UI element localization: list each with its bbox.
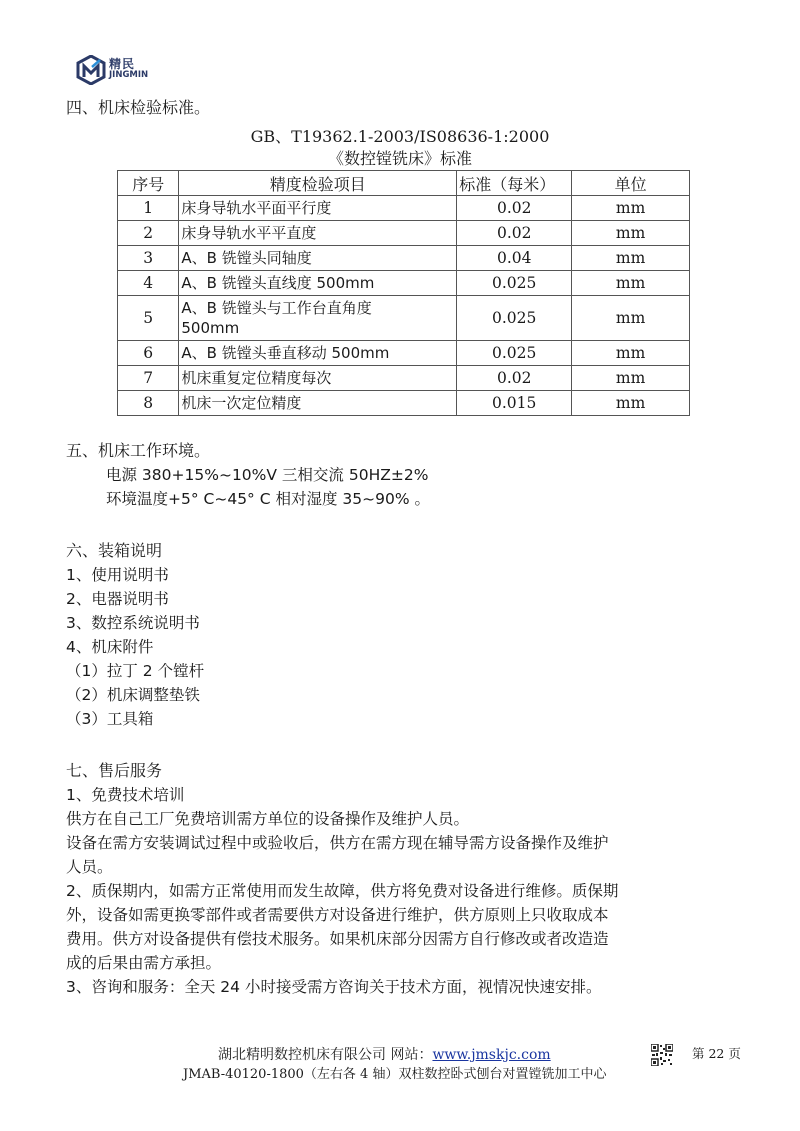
packing-item: 2、电器说明书 bbox=[66, 590, 169, 608]
cell-value: 0.025 bbox=[457, 296, 572, 341]
header-standard: 标准（每米） bbox=[457, 171, 572, 196]
cell-item: A、B 铣镗头同轴度 bbox=[179, 246, 457, 271]
service-line: 外，设备如需更换零部件或者需要供方对设备进行维护，供方原则上只收取成本 bbox=[66, 906, 609, 924]
footer-company bbox=[218, 1044, 551, 1064]
cell-item: A、B 铣镗头直线度 500mm bbox=[179, 271, 457, 296]
section7-heading: 七、售后服务 bbox=[66, 761, 163, 780]
inspection-standard-table bbox=[117, 170, 690, 416]
page-number: 第 22 页 bbox=[692, 1046, 741, 1061]
section4-heading: 四、机床检验标准。 bbox=[66, 98, 211, 117]
packing-subitem: （1）拉丁 2 个镗杆 bbox=[66, 662, 205, 680]
table-row bbox=[118, 296, 690, 341]
service-line: 费用。供方对设备提供有偿技术服务。如果机床部分因需方自行修改或者改造造 bbox=[66, 930, 609, 948]
cell-unit: mm bbox=[572, 341, 690, 366]
table-row bbox=[118, 271, 690, 296]
table-header-row bbox=[118, 171, 690, 196]
cell-item: 机床重复定位精度每次 bbox=[179, 366, 457, 391]
cell-item: A、B 铣镗头垂直移动 500mm bbox=[179, 341, 457, 366]
cell-value: 0.02 bbox=[457, 196, 572, 221]
cell-value: 0.025 bbox=[457, 341, 572, 366]
website-link[interactable]: www.jmskjc.com bbox=[432, 1047, 551, 1063]
cell-no: 7 bbox=[118, 366, 179, 391]
cell-no: 8 bbox=[118, 391, 179, 416]
table-row bbox=[118, 221, 690, 246]
cell-no: 2 bbox=[118, 221, 179, 246]
cell-item: 机床一次定位精度 bbox=[179, 391, 457, 416]
table-row bbox=[118, 391, 690, 416]
table-row bbox=[118, 246, 690, 271]
cell-unit: mm bbox=[572, 366, 690, 391]
section6-heading: 六、装箱说明 bbox=[66, 541, 163, 560]
cell-no: 3 bbox=[118, 246, 179, 271]
cell-unit: mm bbox=[572, 391, 690, 416]
cell-value: 0.02 bbox=[457, 221, 572, 246]
qr-code-icon bbox=[651, 1044, 673, 1066]
packing-item: 4、机床附件 bbox=[66, 638, 154, 656]
header-item: 精度检验项目 bbox=[179, 171, 457, 196]
cell-value: 0.02 bbox=[457, 366, 572, 391]
service-line: 设备在需方安装调试过程中或验收后，供方在需方现在辅导需方设备操作及维护 bbox=[66, 834, 609, 852]
table-row bbox=[118, 366, 690, 391]
logo-english-name: JINGMIN bbox=[109, 70, 149, 80]
cell-no: 5 bbox=[118, 296, 179, 341]
cell-no: 6 bbox=[118, 341, 179, 366]
footer-model: JMAB-40120-1800（左右各 4 轴）双柱数控卧式刨台对置镗铣加工中心 bbox=[183, 1067, 607, 1082]
service-line: 1、免费技术培训 bbox=[66, 786, 185, 804]
service-line: 成的后果由需方承担。 bbox=[66, 954, 222, 972]
packing-item: 1、使用说明书 bbox=[66, 566, 169, 584]
cell-no: 4 bbox=[118, 271, 179, 296]
cell-item: A、B 铣镗头与工作台直角度 500mm bbox=[179, 296, 457, 341]
cell-unit: mm bbox=[572, 271, 690, 296]
company-name: 湖北精明数控机床有限公司 网站： bbox=[218, 1047, 433, 1063]
logo-chinese-name: 精民 bbox=[109, 57, 136, 71]
cell-value: 0.025 bbox=[457, 271, 572, 296]
company-logo bbox=[76, 55, 166, 85]
standard-code: GB、T19362.1-2003/IS08636-1:2000 bbox=[250, 127, 550, 146]
service-line: 3、咨询和服务：全天 24 小时接受需方咨询关于技术方面，视情况快速安排。 bbox=[66, 978, 602, 996]
cell-item: 床身导轨水平面平行度 bbox=[179, 196, 457, 221]
cell-item: 床身导轨水平平直度 bbox=[179, 221, 457, 246]
packing-subitem: （2）机床调整垫铁 bbox=[66, 686, 200, 704]
cell-value: 0.04 bbox=[457, 246, 572, 271]
cell-unit: mm bbox=[572, 196, 690, 221]
header-no: 序号 bbox=[118, 171, 179, 196]
packing-subitem: （3）工具箱 bbox=[66, 710, 154, 728]
service-line: 供方在自己工厂免费培训需方单位的设备操作及维护人员。 bbox=[66, 810, 470, 828]
table-row bbox=[118, 196, 690, 221]
environment-line: 环境温度+5° C~45° C 相对湿度 35~90% 。 bbox=[106, 490, 431, 508]
cell-unit: mm bbox=[572, 221, 690, 246]
jingmin-logo-icon bbox=[76, 55, 106, 85]
table-row bbox=[118, 341, 690, 366]
power-supply-line: 电源 380+15%~10%V 三相交流 50HZ±2% bbox=[106, 466, 429, 484]
header-unit: 单位 bbox=[572, 171, 690, 196]
cell-no: 1 bbox=[118, 196, 179, 221]
cell-value: 0.015 bbox=[457, 391, 572, 416]
packing-item: 3、数控系统说明书 bbox=[66, 614, 200, 632]
cell-unit: mm bbox=[572, 246, 690, 271]
section5-heading: 五、机床工作环境。 bbox=[66, 441, 211, 460]
standard-name: 《数控镗铣床》标准 bbox=[327, 149, 472, 168]
service-line: 2、质保期内，如需方正常使用而发生故障，供方将免费对设备进行维修。质保期 bbox=[66, 882, 619, 900]
cell-unit: mm bbox=[572, 296, 690, 341]
service-line: 人员。 bbox=[66, 858, 113, 876]
